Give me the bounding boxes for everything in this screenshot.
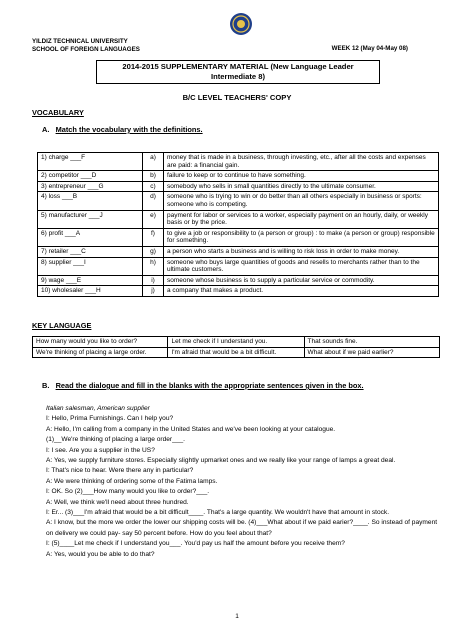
definition-letter: a)	[143, 153, 164, 171]
dialogue-line: A: I know, but the more we order the lower our shipping costs will be. (4)___What about if we paid earier?____. So instead of payment on delivery we could pay- say 50 percent before. How do you feel about that?	[46, 519, 438, 537]
vocab-row	[38, 286, 439, 297]
vocab-row	[38, 192, 439, 210]
vocab-term: wholesaler ___H	[52, 287, 101, 295]
document-subtitle: B/C LEVEL TEACHERS' COPY	[182, 93, 292, 102]
key-language-phrase: That sounds fine.	[304, 337, 439, 348]
definition-letter: c)	[143, 181, 164, 192]
vocab-row	[38, 181, 439, 192]
dialogue-line: A: Yes, we supply furniture stores. Especially slightly upmarket ones and we really like your range of lamps a great deal.	[46, 457, 396, 465]
key-language-row	[33, 347, 440, 358]
dialogue-line: (1)__We're thinking of placing a large order___.	[46, 436, 185, 444]
vocab-row	[38, 228, 439, 246]
vocab-row	[38, 275, 439, 286]
vocab-term: loss ___B	[48, 193, 78, 201]
vocabulary-task	[42, 125, 203, 134]
key-language-row	[33, 337, 440, 348]
vocab-number: 1)	[41, 154, 47, 161]
definition-letter: b)	[143, 171, 164, 182]
key-language-phrase: How many would you like to order?	[33, 337, 168, 348]
definition-text: somebody who sells in small quantities directly to the ultimate consumer.	[164, 181, 439, 192]
key-language-phrase: We're thinking of placing a large order.	[33, 347, 168, 358]
definition-text: failure to keep or to continue to have something.	[164, 171, 439, 182]
vocab-term: profit ___A	[48, 229, 81, 237]
dialogue-line: I: OK. So (2)___How many would you like to order?___.	[46, 488, 210, 496]
vocab-number: 3)	[41, 182, 47, 190]
document-title: 2014-2015 SUPPLEMENTARY MATERIAL (New Language Leader Intermediate 8)	[96, 60, 380, 84]
dialogue-line: I: Hello, Prima Furnishings. Can I help you?	[46, 415, 174, 423]
definition-letter: d)	[143, 192, 164, 210]
vocab-term: supplier ___I	[48, 258, 86, 266]
dialogue-line: A: Yes, would you be able to do that?	[46, 550, 155, 558]
vocab-term: entrepreneur ___G	[48, 182, 104, 190]
task-label: A.	[42, 125, 50, 134]
dialogue-line: I: I see. Are you a supplier in the US?	[46, 446, 155, 454]
definition-text: a company that makes a product.	[164, 286, 439, 297]
definition-text: to give a job or responsibility to (a person or group) : to make (a person or group) responsible for something.	[164, 228, 439, 246]
vocab-word	[38, 257, 143, 275]
vocab-number: 6)	[41, 229, 47, 237]
vocab-term: charge ___F	[48, 154, 86, 161]
vocab-number: 8)	[41, 258, 47, 266]
vocab-row	[38, 171, 439, 182]
vocab-word	[38, 228, 143, 246]
vocab-row	[38, 210, 439, 228]
key-language-phrase: I'm afraid that would be a bit difficult.	[168, 347, 304, 358]
definition-letter: f)	[143, 228, 164, 246]
vocab-word	[38, 246, 143, 257]
dialogue-line: I: Er... (3)___I'm afraid that would be a bit difficult____. That's a large quantity. We wouldn't have that amount in stock.	[46, 509, 390, 517]
key-language-phrase: Let me check if I understand you.	[168, 337, 304, 348]
university-name: YILDIZ TECHNICAL UNIVERSITY	[32, 38, 128, 45]
definition-letter: h)	[143, 257, 164, 275]
definition-text: money that is made in a business, through investing, etc., after all the costs and expenses are paid: a financial gain.	[164, 153, 439, 171]
vocab-word	[38, 210, 143, 228]
vocabulary-table	[37, 152, 439, 297]
school-name: SCHOOL OF FOREIGN LANGUAGES	[32, 45, 140, 53]
vocab-number: 9)	[41, 276, 47, 284]
vocab-word	[38, 171, 143, 182]
page-number: 1	[235, 613, 239, 620]
vocab-number: 5)	[41, 211, 47, 219]
vocab-term: retailer ___C	[48, 247, 86, 255]
vocab-number: 2)	[41, 172, 47, 180]
section-b-task	[42, 381, 364, 390]
week-label: WEEK 12 (May 04-May 08)	[331, 45, 408, 52]
definition-letter: j)	[143, 286, 164, 297]
definition-letter: i)	[143, 275, 164, 286]
dialogue	[46, 404, 446, 560]
vocab-term: manufacturer ___J	[48, 211, 103, 219]
dialogue-line: A: Well, we think we'll need about three hundred.	[46, 498, 189, 506]
definition-text: someone who buys large quantities of goods and resells to merchants rather than to the ultimate customers.	[164, 257, 439, 275]
dialogue-context: Italian salesman, American supplier	[46, 405, 150, 412]
vocab-row	[38, 246, 439, 257]
definition-letter: g)	[143, 246, 164, 257]
definition-letter: e)	[143, 210, 164, 228]
vocab-row	[38, 257, 439, 275]
vocab-word	[38, 153, 143, 171]
university-logo	[229, 12, 253, 36]
task-text: Match the vocabulary with the definitions.	[55, 125, 203, 134]
vocab-number: 10)	[41, 287, 51, 295]
section-b-label: B.	[42, 381, 50, 390]
definition-text: someone whose business is to supply a particular service or commodity.	[164, 275, 439, 286]
vocab-word	[38, 181, 143, 192]
vocabulary-heading: VOCABULARY	[32, 108, 84, 117]
key-language-table	[32, 336, 440, 358]
vocab-term: wage ___E	[48, 276, 82, 284]
vocab-number: 4)	[41, 193, 47, 201]
vocab-number: 7)	[41, 247, 47, 255]
key-language-phrase: What about if we paid earlier?	[304, 347, 439, 358]
section-b-instructions: Read the dialogue and fill in the blanks with the appropriate sentences given in the box.	[55, 381, 364, 390]
dialogue-line: I: (5)____Let me check if I understand you___. You'd pay us half the amount before you receive them?	[46, 540, 345, 548]
dialogue-line: A: We were thinking of ordering some of the Fatima lamps.	[46, 477, 218, 485]
vocab-word	[38, 192, 143, 210]
vocab-word	[38, 275, 143, 286]
dialogue-line: A: Hello, I'm calling from a company in the United States and we've been looking at your catalogue.	[46, 425, 336, 433]
vocab-word	[38, 286, 143, 297]
key-language-heading: KEY LANGUAGE	[32, 321, 92, 330]
definition-text: a person who starts a business and is willing to risk loss in order to make money.	[164, 246, 439, 257]
header-institution	[32, 38, 140, 53]
vocab-row	[38, 153, 439, 171]
definition-text: payment for labor or services to a worker, especially payment on an hourly, daily, or weekly basis or by the price.	[164, 210, 439, 228]
definition-text: someone who is trying to win or do better than all others especially in business or sports: someone who is competing.	[164, 192, 439, 210]
dialogue-line: I: That's nice to hear. Were there any in particular?	[46, 467, 194, 475]
vocab-term: competitor ___D	[48, 172, 97, 180]
